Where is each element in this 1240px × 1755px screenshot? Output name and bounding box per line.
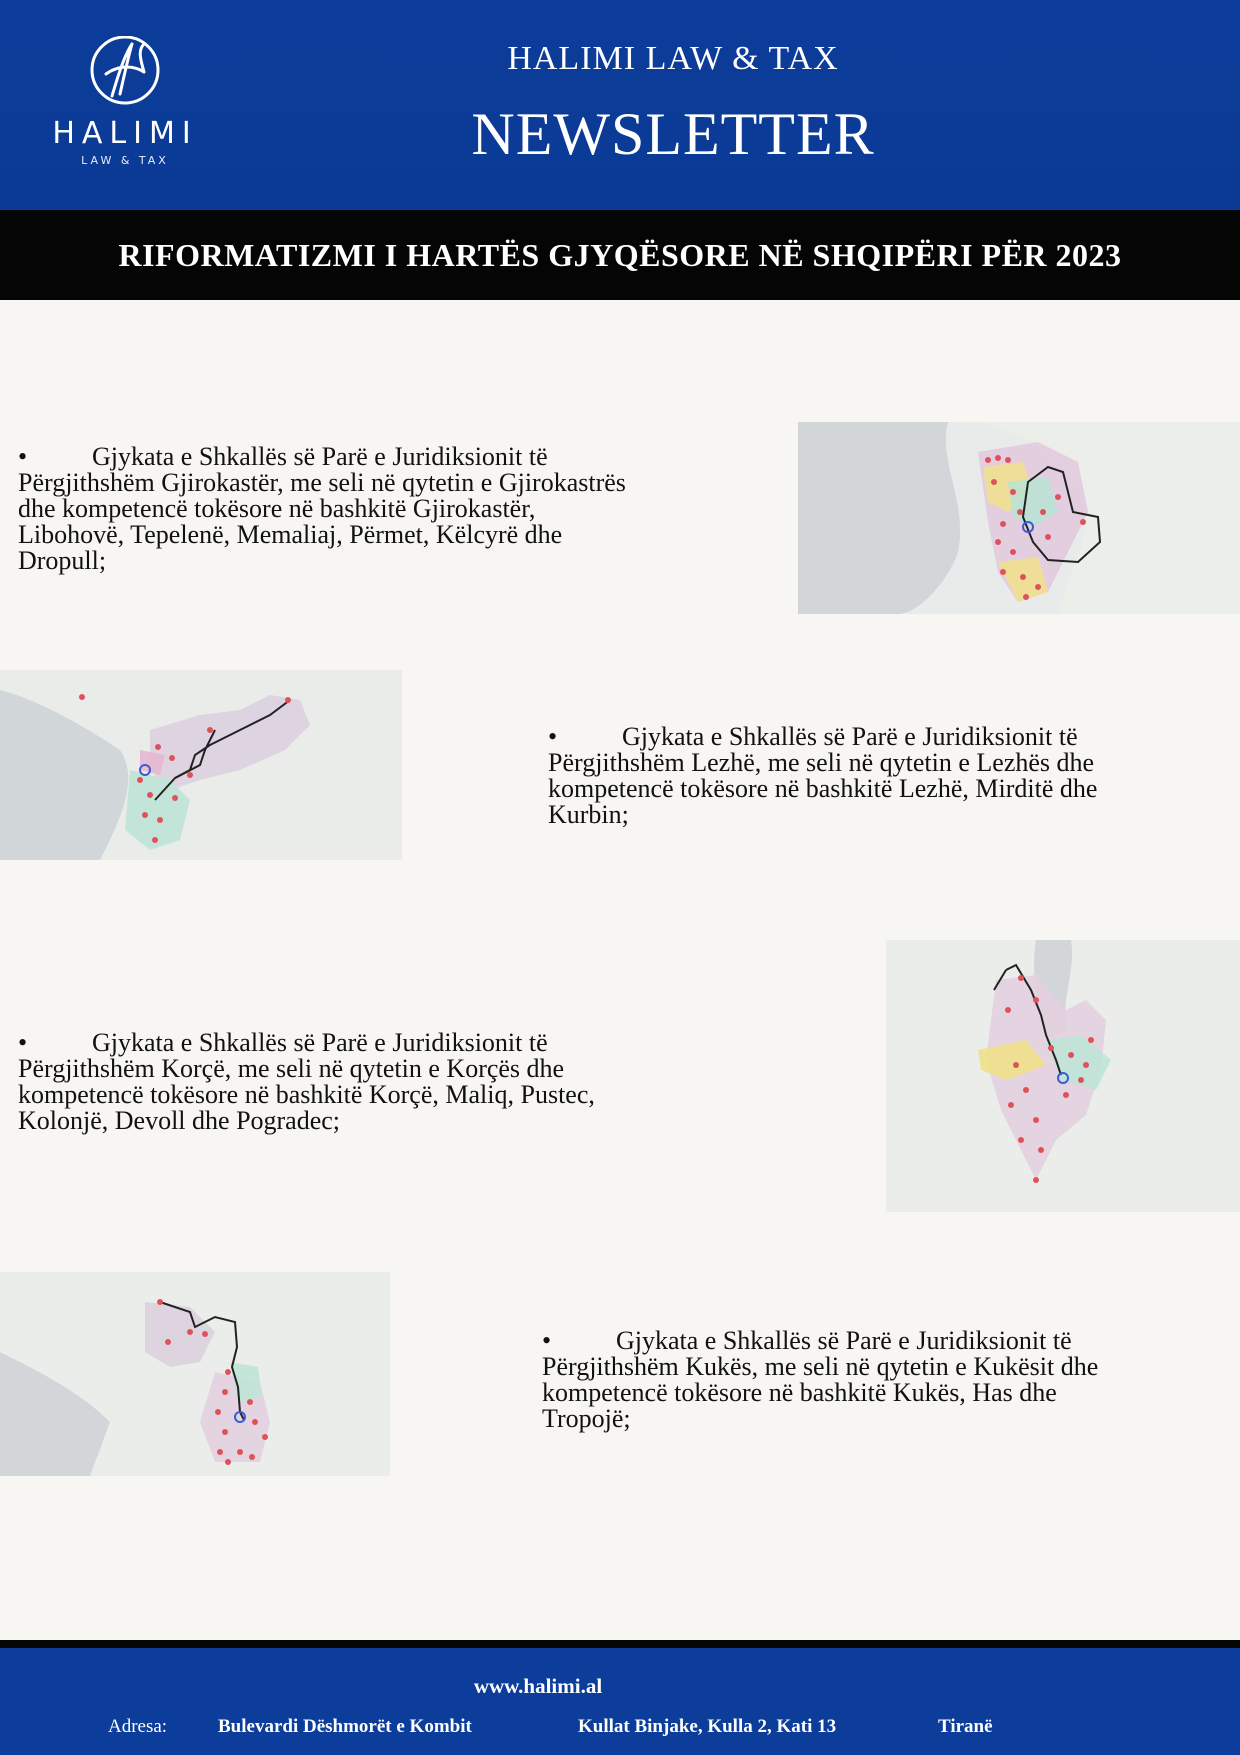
- map-kukes: [0, 1272, 390, 1476]
- section-line: Përgjithshëm Gjirokastër, me seli në qytetin e Gjirokastrës: [18, 468, 626, 497]
- section-line: Kurbin;: [548, 800, 629, 829]
- map-image-icon: [798, 422, 1240, 614]
- section-line: Tropojë;: [542, 1404, 631, 1433]
- map-korce: [886, 940, 1240, 1212]
- section-kukes: [542, 1328, 1238, 1432]
- section-line-text: Gjykata e Shkallës së Parë e Juridiksionit të: [616, 1326, 1072, 1355]
- headline-banner: [0, 210, 1240, 300]
- bullet: •: [548, 722, 558, 751]
- section-line: kompetencë tokësore në bashkitë Korçë, Maliq, Pustec,: [18, 1080, 595, 1109]
- section-line: Dropull;: [18, 546, 107, 575]
- section-line: dhe kompetencë tokësore në bashkitë Gjirokastër,: [18, 494, 536, 523]
- bullet: •: [18, 442, 28, 471]
- website-link[interactable]: www.halimi.al: [473, 1674, 603, 1698]
- logo-subtitle: LAW & TAX: [81, 154, 169, 167]
- section-line: Përgjithshëm Korçë, me seli në qytetin e Korçës dhe: [18, 1054, 565, 1083]
- footer: [0, 1640, 1240, 1755]
- address-label: Adresa:: [108, 1716, 168, 1737]
- newsletter-title: NEWSLETTER: [471, 101, 875, 167]
- section-line: Përgjithshëm Lezhë, me seli në qytetin e Lezhës dhe: [548, 748, 1095, 777]
- section-korce: [18, 1030, 778, 1134]
- section-line-text: Gjykata e Shkallës së Parë e Juridiksionit të: [92, 442, 548, 471]
- map-image-icon: [0, 670, 402, 860]
- section-line: kompetencë tokësore në bashkitë Kukës, Has dhe: [542, 1378, 1057, 1407]
- section-line: [18, 444, 778, 470]
- map-image-icon: [886, 940, 1240, 1212]
- headline-title: RIFORMATIZMI I HARTËS GJYQËSORE NË SHQIPËRI PËR 2023: [118, 236, 1122, 273]
- map-lezhe: [0, 670, 402, 860]
- section-lezhe: [548, 724, 1238, 828]
- header: [0, 0, 1240, 210]
- address-street: Bulevardi Dëshmorët e Kombit: [218, 1716, 472, 1737]
- section-line: [548, 724, 1238, 750]
- map-image-icon: [0, 1272, 390, 1476]
- bullet: •: [18, 1028, 28, 1057]
- section-line-text: Gjykata e Shkallës së Parë e Juridiksionit të: [622, 722, 1078, 751]
- section-line: Libohovë, Tepelenë, Memaliaj, Përmet, Këlcyrë dhe: [18, 520, 563, 549]
- address-building: Kullat Binjake, Kulla 2, Kati 13: [578, 1716, 837, 1737]
- address-city: Tiranë: [938, 1716, 993, 1737]
- section-gjirokaster: [18, 444, 778, 574]
- brand-name: HALIMI LAW & TAX: [507, 40, 839, 77]
- logo-wordmark: HALIMI: [52, 116, 198, 151]
- section-line: [18, 1030, 778, 1056]
- section-line: Kolonjë, Devoll dhe Pogradec;: [18, 1106, 341, 1135]
- map-gjirokaster: [798, 422, 1240, 614]
- bullet: •: [542, 1326, 552, 1355]
- section-line: [542, 1328, 1238, 1354]
- section-line-text: Gjykata e Shkallës së Parë e Juridiksionit të: [92, 1028, 548, 1057]
- section-line: Përgjithshëm Kukës, me seli në qytetin e Kukësit dhe: [542, 1352, 1099, 1381]
- section-line: kompetencë tokësore në bashkitë Lezhë, Mirditë dhe: [548, 774, 1098, 803]
